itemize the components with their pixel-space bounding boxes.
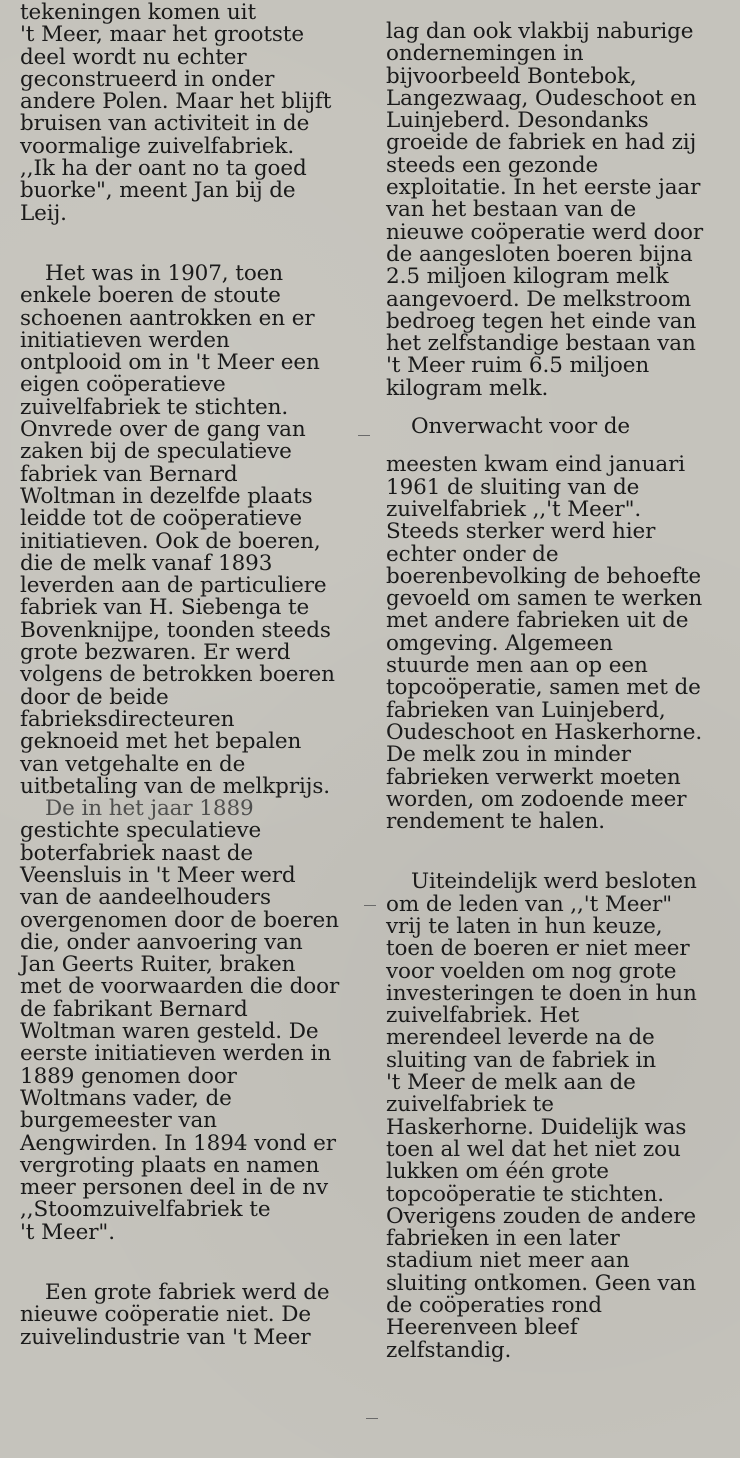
- text-line: Overigens zouden de andere: [386, 1203, 697, 1229]
- text-line: vrij te laten in hun keuze,: [386, 913, 663, 939]
- print-mark: [358, 435, 370, 436]
- text-line: merendeel leverde na de: [386, 1025, 655, 1051]
- paragraph-start: Het was in 1907, toen: [45, 260, 284, 286]
- text-line: worden, om zodoende meer: [386, 786, 687, 812]
- text-line: zuivelindustrie van 't Meer: [20, 1324, 311, 1350]
- text-line: nieuwe coöperatie werd door: [386, 219, 704, 245]
- text-line: van de aandeelhouders: [20, 885, 271, 911]
- text-line: Langezwaag, Oudeschoot en: [386, 85, 697, 111]
- paragraph-start: Een grote fabriek werd de: [45, 1280, 330, 1306]
- text-line: burgemeester van: [20, 1108, 217, 1134]
- text-line: voor voelden om nog grote: [386, 958, 677, 984]
- text-line: Onvrede over de gang van: [20, 417, 306, 443]
- text-line: De melk zou in minder: [386, 742, 631, 768]
- text-line: leverden aan de particuliere: [20, 573, 327, 599]
- text-line: Heerenveen bleef: [386, 1315, 578, 1341]
- text-line: Leij.: [20, 200, 67, 226]
- text-line: ,,Ik ha der oant no ta goed: [20, 156, 307, 182]
- text-line: rendement te halen.: [386, 809, 606, 835]
- article-column-right: [386, 21, 736, 1362]
- text-line: bijvoorbeeld Bontebok,: [386, 63, 637, 89]
- paragraph-start: Onverwacht voor de: [411, 414, 631, 440]
- text-line: Steeds sterker werd hier: [386, 519, 656, 545]
- text-line: fabrieken van Luinjeberd,: [386, 697, 666, 723]
- text-line: eigen coöperatieve: [20, 372, 226, 398]
- text-line: de fabrikant Bernard: [20, 996, 248, 1022]
- text-line: het zelfstandige bestaan van: [386, 331, 696, 357]
- text-line: sluiting ontkomen. Geen van: [386, 1270, 697, 1296]
- text-line: fabrieksdirecteuren: [20, 706, 235, 732]
- text-line: ,,Stoomzuivelfabriek te: [20, 1197, 271, 1223]
- text-line: lag dan ook vlakbij naburige: [386, 19, 694, 44]
- text-line: fabrieken verwerkt moeten: [386, 764, 681, 790]
- text-line: voormalige zuivelfabriek.: [20, 133, 295, 159]
- text-line: lukken om één grote: [386, 1159, 609, 1185]
- print-mark: [366, 1418, 378, 1419]
- text-line: meer personen deel in de nv: [20, 1175, 329, 1201]
- text-line: ontplooid om in 't Meer een: [20, 350, 320, 376]
- text-line: 't Meer ruim 6.5 miljoen: [386, 353, 650, 379]
- paragraph-gap: [20, 225, 365, 263]
- text-line: initiatieven. Ook de boeren,: [20, 528, 321, 554]
- text-line: meesten kwam eind januari: [386, 452, 686, 478]
- text-line: toen al wel dat het niet zou: [386, 1136, 681, 1162]
- text-line: topcoöperatie te stichten.: [386, 1181, 665, 1207]
- text-line: die, onder aanvoering van: [20, 929, 303, 955]
- paragraph-gap: [386, 833, 736, 871]
- text-line: 't Meer de melk aan de: [386, 1070, 636, 1096]
- article-column-left: [20, 2, 365, 1349]
- text-line: steeds een gezonde: [386, 152, 599, 178]
- text-line: uitbetaling van de melkprijs.: [20, 773, 331, 799]
- paragraph-start: De in het jaar 1889: [45, 796, 254, 822]
- text-line: gevoeld om samen te werken: [386, 586, 703, 612]
- text-line: om de leden van ,,'t Meer": [386, 891, 672, 917]
- text-line: kilogram melk.: [386, 375, 549, 401]
- text-line: grote bezwaren. Er werd: [20, 640, 291, 666]
- text-line: exploitatie. In het eerste jaar: [386, 175, 701, 201]
- text-line: 1889 genomen door: [20, 1063, 237, 1089]
- text-line: fabrieken in een later: [386, 1226, 620, 1252]
- text-line: Woltmans vader, de: [20, 1085, 232, 1111]
- text-line: boterfabriek naast de: [20, 840, 254, 866]
- print-mark: [364, 905, 376, 906]
- text-line: eerste initiatieven werden in: [20, 1041, 332, 1067]
- text-line: zuivelfabriek ,,'t Meer".: [386, 496, 642, 522]
- text-line: buorke", meent Jan bij de: [20, 178, 296, 204]
- text-line: omgeving. Algemeen: [386, 630, 613, 656]
- text-line: Veensluis in 't Meer werd: [20, 862, 296, 888]
- text-line: fabriek van Bernard: [20, 461, 238, 487]
- text-line: zuivelfabriek. Het: [386, 1003, 580, 1029]
- text-line: Luinjeberd. Desondanks: [386, 108, 649, 134]
- text-line: bedroeg tegen het einde van: [386, 308, 697, 334]
- text-line: toen de boeren er niet meer: [386, 936, 690, 962]
- text-line: Bovenknijpe, toonden steeds: [20, 617, 331, 643]
- text-line: Haskerhorne. Duidelijk was: [386, 1114, 687, 1140]
- text-line: Woltman in dezelfde plaats: [20, 483, 313, 509]
- text-line: groeide de fabriek en had zij: [386, 130, 697, 156]
- text-line: van het bestaan van de: [386, 197, 637, 223]
- text-line: overgenomen door de boeren: [20, 907, 339, 933]
- text-line: investeringen te doen in hun: [386, 980, 697, 1006]
- text-line: Woltman waren gesteld. De: [20, 1019, 319, 1045]
- text-line: ondernemingen in: [386, 41, 584, 67]
- text-line: van vetgehalte en de: [20, 751, 246, 777]
- text-line: zuivelfabriek te stichten.: [20, 394, 289, 420]
- text-line: Oudeschoot en Haskerhorne.: [386, 719, 703, 745]
- text-line: initiatieven werden: [20, 327, 230, 353]
- text-line: tekeningen komen uit: [20, 0, 256, 25]
- text-line: zaken bij de speculatieve: [20, 439, 292, 465]
- text-line: bruisen van activiteit in de: [20, 111, 310, 137]
- text-line: de aangesloten boeren bijna: [386, 241, 693, 267]
- text-line: fabriek van H. Siebenga te: [20, 595, 310, 621]
- text-line: sluiting van de fabriek in: [386, 1047, 656, 1073]
- text-line: echter onder de: [386, 541, 559, 567]
- text-line: enkele boeren de stoute: [20, 283, 281, 309]
- text-line: 1961 de sluiting van de: [386, 474, 640, 500]
- text-line: andere Polen. Maar het blijft: [20, 89, 332, 115]
- text-line: boerenbevolking de behoefte: [386, 563, 702, 589]
- text-line: met andere fabrieken uit de: [386, 608, 689, 634]
- text-line: volgens de betrokken boeren: [20, 662, 335, 688]
- text-line: zuivelfabriek te: [386, 1092, 554, 1118]
- paragraph-gap: [20, 1244, 365, 1282]
- text-line: gestichte speculatieve: [20, 818, 262, 844]
- text-line: 't Meer".: [20, 1219, 115, 1245]
- text-line: door de beide: [20, 684, 169, 710]
- text-line: Aengwirden. In 1894 vond er: [20, 1130, 336, 1156]
- text-line: aangevoerd. De melkstroom: [386, 286, 692, 312]
- text-line: 2.5 miljoen kilogram melk: [386, 264, 669, 290]
- text-line: zelfstandig.: [386, 1337, 512, 1363]
- text-line: Jan Geerts Ruiter, braken: [20, 952, 296, 978]
- text-line: stadium niet meer aan: [386, 1248, 630, 1274]
- text-line: stuurde men aan op een: [386, 653, 648, 679]
- text-line: die de melk vanaf 1893: [20, 550, 273, 576]
- text-line: topcoöperatie, samen met de: [386, 675, 701, 701]
- text-line: schoenen aantrokken en er: [20, 305, 315, 331]
- text-line: geknoeid met het bepalen: [20, 729, 302, 755]
- text-line: 't Meer, maar het grootste: [20, 22, 304, 48]
- text-line: nieuwe coöperatie niet. De: [20, 1302, 311, 1328]
- text-line: vergroting plaats en namen: [20, 1152, 320, 1178]
- text-line: met de voorwaarden die door: [20, 974, 340, 1000]
- paragraph-start: Uiteindelijk werd besloten: [411, 869, 697, 895]
- text-line: de coöperaties rond: [386, 1293, 602, 1319]
- text-line: deel wordt nu echter: [20, 44, 247, 70]
- text-line: geconstrueerd in onder: [20, 66, 275, 92]
- text-line: leidde tot de coöperatieve: [20, 506, 302, 532]
